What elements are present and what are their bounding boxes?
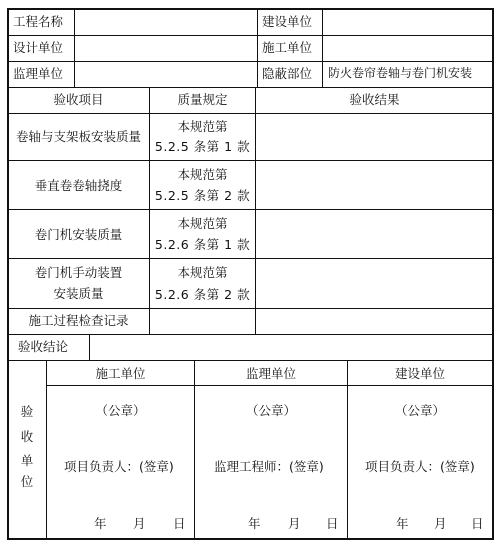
project-name-label: 工程名称 [13, 14, 64, 29]
side-label-char: 验 [20, 404, 34, 419]
design-unit-label: 设计单位 [13, 40, 64, 55]
rule [46, 385, 493, 386]
standard-line2: 5.2.5 条第 1 款 [154, 139, 251, 154]
process-record-label: 施工过程检查记录 [28, 313, 129, 328]
signer-text: 项目负责人：(签章) [365, 459, 475, 474]
column-header-standard: 质量规定 [177, 92, 228, 107]
rule [46, 360, 47, 539]
standard-line1: 本规范第 [177, 265, 228, 280]
item-name: 卷轴与支架板安装质量 [15, 129, 141, 144]
column-header-result: 验收结果 [349, 92, 400, 107]
rule [8, 308, 493, 309]
date-year: 年 [248, 516, 261, 531]
side-label-char: 单 [20, 453, 34, 468]
seal-text: （公章） [394, 403, 445, 418]
rule [322, 9, 323, 88]
builder-label: 施工单位 [262, 40, 313, 55]
rule [8, 160, 493, 161]
rule [8, 113, 493, 114]
standard-line2: 5.2.6 条第 1 款 [154, 237, 251, 252]
seal-text: （公章） [95, 403, 146, 418]
rule [8, 35, 493, 36]
item-name-line2: 安装质量 [53, 286, 104, 301]
date-month: 月 [133, 516, 146, 531]
side-label-char: 收 [20, 429, 34, 444]
date-year: 年 [396, 516, 409, 531]
date-day: 日 [471, 516, 484, 531]
rule [8, 61, 493, 62]
date-day: 日 [173, 516, 186, 531]
concealed-part-label: 隐蔽部位 [262, 66, 313, 81]
construction-unit-label: 建设单位 [262, 14, 313, 29]
signer-text: 监理工程师：(签章) [214, 459, 324, 474]
date-month: 月 [288, 516, 301, 531]
item-name: 垂直卷卷轴挠度 [34, 178, 123, 193]
column-header-item: 验收项目 [53, 92, 104, 107]
rule [8, 334, 493, 335]
item-name-line1: 卷门机手动装置 [34, 265, 123, 280]
unit-name: 施工单位 [95, 366, 146, 381]
rule [8, 209, 493, 210]
standard-line1: 本规范第 [177, 167, 228, 182]
rule [347, 360, 348, 539]
date-year: 年 [94, 516, 107, 531]
rule [8, 87, 493, 88]
standard-line1: 本规范第 [177, 119, 228, 134]
rule [74, 9, 75, 88]
concealed-part-value: 防火卷帘卷轴与卷门机安装 [328, 66, 473, 80]
rule [8, 360, 493, 361]
standard-line2: 5.2.5 条第 2 款 [154, 188, 251, 203]
supervision-unit-label: 监理单位 [13, 66, 64, 81]
unit-name: 建设单位 [394, 366, 445, 381]
signer-text: 项目负责人：(签章) [64, 459, 174, 474]
seal-text: （公章） [245, 403, 296, 418]
standard-line1: 本规范第 [177, 216, 228, 231]
item-name: 卷门机安装质量 [34, 227, 123, 242]
rule [257, 9, 258, 88]
date-day: 日 [326, 516, 339, 531]
rule [89, 334, 90, 360]
standard-line2: 5.2.6 条第 2 款 [154, 287, 251, 302]
rule [255, 87, 256, 335]
rule [8, 258, 493, 259]
conclusion-label: 验收结论 [18, 339, 69, 354]
side-label-char: 位 [20, 474, 34, 489]
date-month: 月 [434, 516, 447, 531]
border-bottom [7, 538, 494, 540]
rule [194, 360, 195, 539]
unit-name: 监理单位 [245, 366, 296, 381]
border-top [7, 8, 494, 10]
